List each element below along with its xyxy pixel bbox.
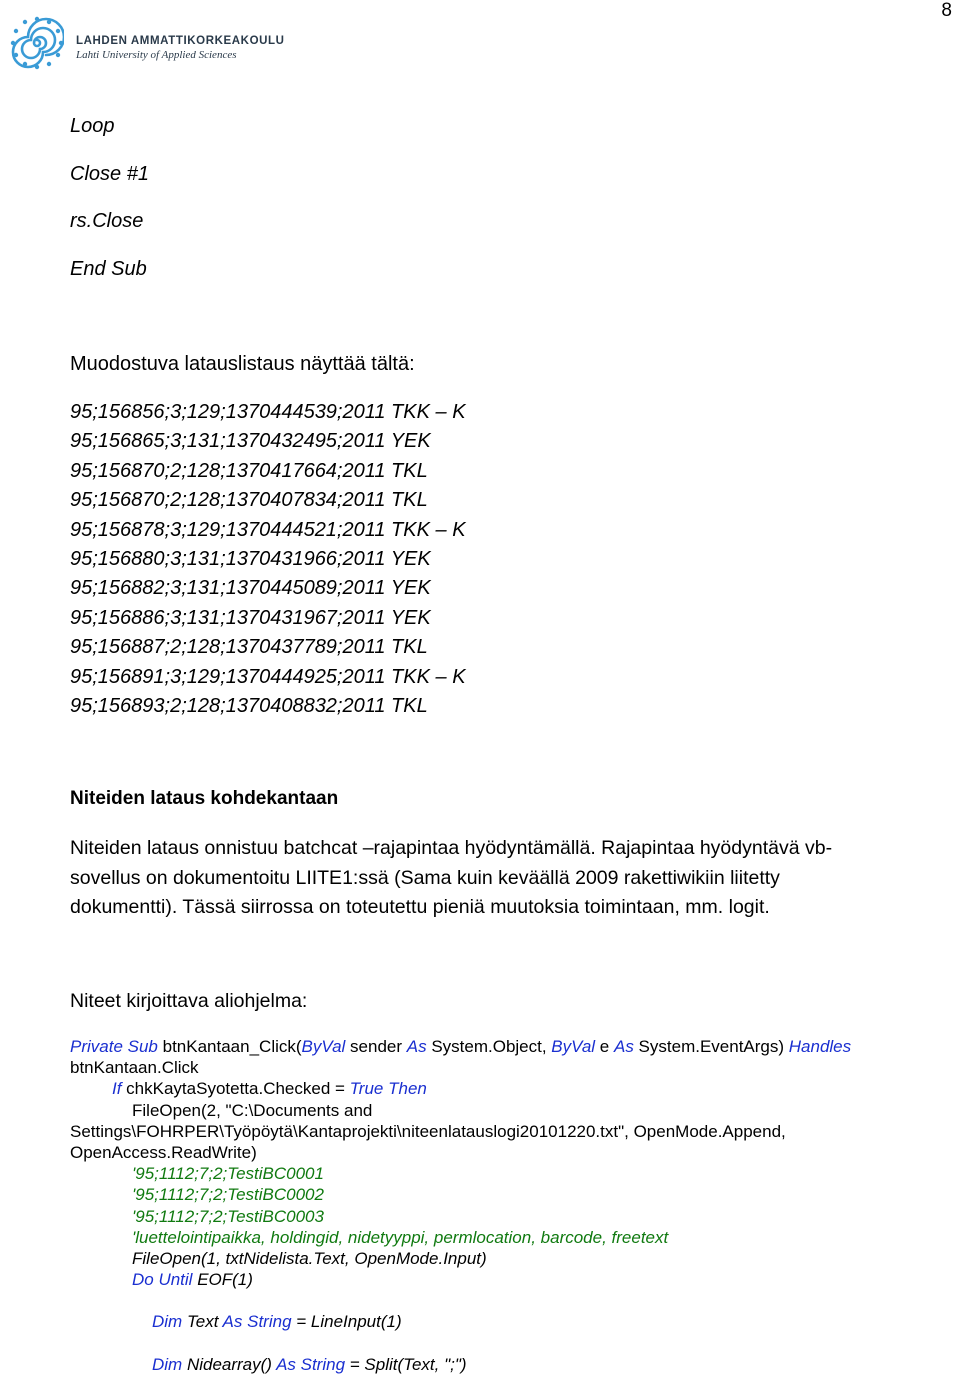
code-line-loop: Loop: [70, 115, 115, 137]
code-comment: '95;1112;7;2;TestiBC0002: [132, 1185, 324, 1205]
code-text: e: [595, 1037, 614, 1056]
code-keyword: As String: [222, 1312, 292, 1332]
code-text: Nidearray(): [182, 1354, 277, 1374]
listing-line: 95;156865;3;131;1370432495;2011 YEK: [70, 430, 431, 453]
listing-line: 95;156886;3;131;1370431967;2011 YEK: [70, 606, 431, 629]
code-keyword: Private Sub: [70, 1037, 158, 1056]
code-text: System.Object,: [426, 1037, 552, 1056]
code-line-close: Close #1: [70, 163, 149, 185]
code-comment: 'luettelointipaikka, holdingid, nidetyyppi, permlocation, barcode, freetext: [132, 1227, 669, 1247]
code-line: [70, 1036, 851, 1057]
code-keyword: Do Until: [132, 1270, 193, 1290]
university-logo: [10, 16, 285, 72]
code-block: [70, 1036, 851, 1375]
paragraph-line: sovellus on dokumentoitu LIITE1:ssä (Sama kuin keväällä 2009 rakettiwikiin liitetty: [70, 866, 780, 889]
code-line-rs-close: rs.Close: [70, 210, 144, 232]
logo-name: LAHDEN AMMATTIKORKEAKOULU: [76, 35, 285, 47]
code-line: FileOpen(1, txtNidelista.Text, OpenMode.Input): [132, 1249, 487, 1269]
listing-line: 95;156870;2;128;1370407834;2011 TKL: [70, 489, 428, 512]
code-text: sender: [345, 1037, 407, 1056]
code-line: btnKantaan.Click: [70, 1058, 199, 1078]
listing-line: 95;156887;2;128;1370437789;2011 TKL: [70, 636, 428, 659]
listing-intro: Muodostuva latauslistaus näyttää tältä:: [70, 353, 415, 375]
listing-line: 95;156882;3;131;1370445089;2011 YEK: [70, 577, 431, 600]
code-text: btnKantaan_Click(: [157, 1037, 302, 1056]
code-keyword: True: [349, 1079, 384, 1099]
code-keyword: Dim: [152, 1312, 183, 1332]
code-keyword: Handles: [788, 1037, 852, 1056]
section-heading: Niteiden lataus kohdekantaan: [70, 788, 339, 809]
code-line: OpenAccess.ReadWrite): [70, 1143, 257, 1163]
listing-line: 95;156878;3;129;1370444521;2011 TKK – K: [70, 518, 466, 541]
code-text: chkKaytaSyotetta.Checked =: [121, 1079, 350, 1099]
code-text: = LineInput(1): [291, 1312, 402, 1332]
code-keyword: Then: [388, 1079, 427, 1099]
listing-line: 95;156893;2;128;1370408832;2011 TKL: [70, 695, 428, 718]
listing-line: 95;156870;2;128;1370417664;2011 TKL: [70, 459, 428, 482]
code-keyword: If: [112, 1079, 122, 1099]
code-text: Text: [182, 1312, 223, 1332]
code-keyword: As: [406, 1037, 427, 1056]
code-keyword: As: [613, 1037, 634, 1056]
listing-line: 95;156891;3;129;1370444925;2011 TKK – K: [70, 665, 466, 688]
code-text: = Split(Text, ";"): [345, 1354, 467, 1374]
code-keyword: ByVal: [551, 1037, 596, 1056]
code-line: [70, 1311, 851, 1332]
code-text: System.EventArgs): [633, 1037, 789, 1056]
code-text: EOF(1): [192, 1270, 253, 1290]
spiral-logo-icon: [10, 16, 64, 70]
listing-line: 95;156880;3;131;1370431966;2011 YEK: [70, 548, 431, 571]
paragraph-line: dokumentti). Tässä siirrossa on toteutettu pieniä muutoksia toimintaan, mm. logit.: [70, 896, 770, 918]
paragraph-line: Niteiden lataus onnistuu batchcat –rajapintaa hyödyntämällä. Rajapintaa hyödyntävä vb-: [70, 837, 833, 859]
code-comment: '95;1112;7;2;TestiBC0001: [132, 1164, 324, 1184]
page-number: 8: [941, 0, 952, 21]
subroutine-intro: Niteet kirjoittava aliohjelma:: [70, 990, 308, 1012]
listing-line: 95;156856;3;129;1370444539;2011 TKK – K: [70, 401, 466, 423]
code-line: FileOpen(2, "C:\Documents and: [132, 1100, 373, 1120]
body-paragraph: [70, 834, 940, 923]
code-keyword: ByVal: [301, 1037, 346, 1056]
code-line: [70, 1269, 851, 1290]
code-line: [70, 1354, 851, 1375]
code-line: Settings\FOHRPER\Työpöytä\Kantaprojekti\niteenlatauslogi20101220.txt", OpenMode.Append,: [70, 1121, 786, 1141]
logo-subtitle: Lahti University of Applied Sciences: [76, 49, 237, 61]
code-comment: '95;1112;7;2;TestiBC0003: [132, 1206, 324, 1226]
code-line-end-sub: End Sub: [70, 258, 147, 280]
listing: [70, 398, 466, 721]
code-keyword: As String: [276, 1354, 346, 1374]
code-line: [70, 1078, 851, 1099]
code-keyword: Dim: [152, 1354, 183, 1374]
